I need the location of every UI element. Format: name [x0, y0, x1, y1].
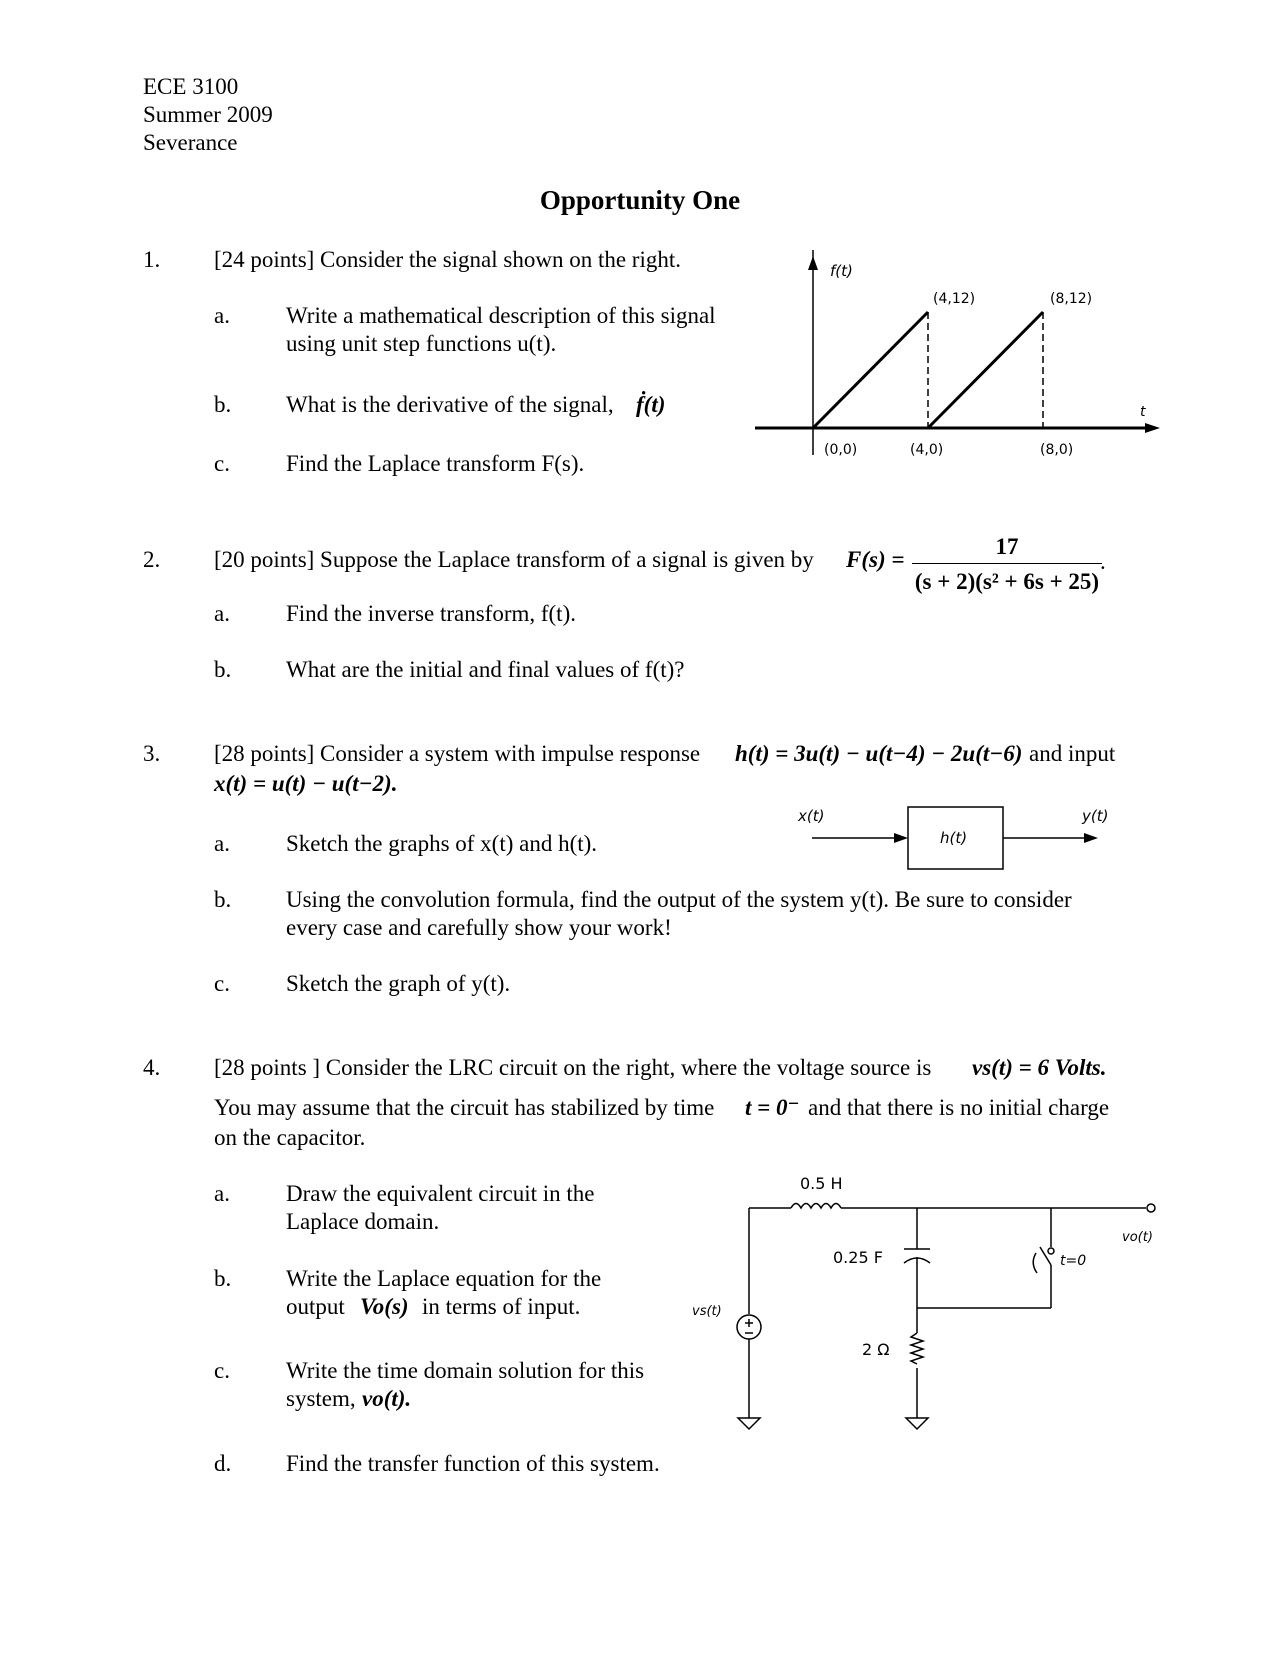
q4b-line1: Write the Laplace equation for the — [286, 1266, 602, 1291]
q3b-letter: b. — [214, 887, 232, 912]
q4b-vo-expr: Vo(s) — [360, 1294, 409, 1319]
q2-fs-expr: F(s) = — [846, 547, 905, 572]
q3-number: 3. — [143, 741, 161, 766]
circuit-diagram — [680, 1165, 1180, 1455]
block-input-label: x(t) — [798, 807, 825, 825]
q4a-line2: Laplace domain. — [286, 1209, 440, 1234]
q2b-text: What are the initial and final values of f(t)? — [286, 657, 685, 682]
q4c-line1: Write the time domain solution for this — [286, 1358, 645, 1383]
term-label: Summer 2009 — [143, 102, 273, 127]
q4-time-expr: t = 0⁻ — [745, 1095, 800, 1120]
q1-number: 1. — [143, 247, 161, 272]
q1-prompt: [24 points] Consider the signal shown on the right. — [214, 247, 681, 272]
switch-arc-arrow-icon — [1033, 1253, 1037, 1273]
ground-left-icon — [738, 1418, 760, 1429]
q4c-vo-expr: vo(t). — [362, 1386, 412, 1411]
capacitor-label: 0.25 F — [833, 1248, 883, 1267]
point-label-8-12: (8,12) — [1050, 291, 1093, 307]
q3-and-input: and input — [1029, 741, 1116, 766]
q3b-line1: Using the convolution formula, find the output of the system y(t). Be sure to consider — [286, 887, 1072, 912]
point-label-4-0: (4,0) — [910, 442, 944, 458]
q4-number: 4. — [143, 1055, 161, 1080]
graph-x-arrow — [1145, 423, 1160, 433]
q2-denominator: (s + 2)(s² + 6s + 25) — [914, 569, 1100, 594]
q4b-line2b: in terms of input. — [422, 1294, 581, 1319]
q4c-line2a: system, — [286, 1386, 356, 1411]
q1b-derivative-expr: ḟ(t) — [636, 392, 666, 417]
output-terminal — [1147, 1204, 1155, 1212]
q4d-text: Find the transfer function of this system. — [286, 1451, 660, 1476]
q4-line3: on the capacitor. — [214, 1125, 366, 1150]
source-label: vs(t) — [692, 1304, 722, 1319]
q2a-text: Find the inverse transform, f(t). — [286, 601, 576, 626]
graph-xlabel: t — [1140, 404, 1146, 420]
q4c-letter: c. — [214, 1358, 230, 1383]
switch-blade — [1040, 1247, 1051, 1265]
point-label-8-0: (8,0) — [1040, 442, 1074, 458]
q4b-letter: b. — [214, 1266, 232, 1291]
q3c-letter: c. — [214, 971, 230, 996]
q1b-letter: b. — [214, 392, 232, 417]
q3-prompt: [28 points] Consider a system with impulse response — [214, 741, 701, 766]
output-arrow — [1084, 833, 1098, 843]
q1a-line1: Write a mathematical description of this signal — [286, 303, 716, 328]
q4-line2b: and that there is no initial charge — [808, 1095, 1110, 1120]
q2-number: 2. — [143, 547, 161, 572]
q4-line2: You may assume that the circuit has stabilized by time — [214, 1095, 715, 1120]
q1b-text: What is the derivative of the signal, — [286, 392, 614, 417]
q2-fraction-bar — [912, 563, 1102, 564]
q2-prompt: [20 points] Suppose the Laplace transform of a signal is given by — [214, 547, 814, 572]
graph-y-arrow — [808, 256, 818, 270]
q3a-text: Sketch the graphs of x(t) and h(t). — [286, 831, 598, 856]
q2-fs-label — [846, 545, 904, 574]
ground-right-icon — [906, 1418, 928, 1429]
switch-contact-top — [1048, 1248, 1054, 1254]
q2-numerator: 17 — [995, 534, 1019, 559]
q1c-letter: c. — [214, 451, 230, 476]
switch-label: t=0 — [1060, 1253, 1087, 1269]
q2b-letter: b. — [214, 657, 232, 682]
page-title: Opportunity One — [539, 185, 741, 215]
q1a-line2: using unit step functions u(t). — [286, 331, 557, 356]
q1c-text: Find the Laplace transform F(s). — [286, 451, 585, 476]
q4b-line2a: output — [286, 1294, 345, 1319]
q1a-letter: a. — [214, 303, 230, 328]
block-output-label: y(t) — [1082, 807, 1109, 825]
block-diagram — [790, 800, 1120, 875]
q4-prompt: [28 points ] Consider the LRC circuit on the right, where the voltage source is — [214, 1055, 932, 1080]
block-box-label: h(t) — [940, 829, 968, 847]
q4a-letter: a. — [214, 1181, 230, 1206]
inductor-coil — [791, 1204, 841, 1209]
course-label: ECE 3100 — [143, 74, 239, 99]
q3-impulse-expr: h(t) = 3u(t) − u(t−4) − 2u(t−6) — [735, 741, 1023, 766]
q3a-letter: a. — [214, 831, 230, 856]
input-arrow — [894, 833, 908, 843]
q3-input-expr: x(t) = u(t) − u(t−2). — [214, 771, 398, 796]
resistor-zigzag — [911, 1333, 923, 1364]
graph-ylabel: f(t) — [830, 262, 853, 280]
q4a-line1: Draw the equivalent circuit in the — [286, 1181, 595, 1206]
q3c-text: Sketch the graph of y(t). — [286, 971, 511, 996]
point-label-4-12: (4,12) — [933, 291, 976, 307]
resistor-label: 2 Ω — [862, 1340, 890, 1359]
signal-graph — [750, 250, 1170, 470]
output-label: vo(t) — [1122, 1230, 1153, 1245]
q2-period: . — [1100, 549, 1106, 574]
q2a-letter: a. — [214, 601, 230, 626]
q4-source-expr: vs(t) = 6 Volts. — [972, 1055, 1107, 1080]
q3b-line2: every case and carefully show your work! — [286, 915, 672, 940]
instructor-label: Severance — [143, 130, 238, 155]
inductor-label: 0.5 H — [800, 1174, 843, 1193]
q4d-letter: d. — [214, 1451, 232, 1476]
ramp-1 — [813, 312, 928, 428]
point-label-origin: (0,0) — [824, 442, 858, 458]
ramp-2 — [928, 312, 1043, 428]
